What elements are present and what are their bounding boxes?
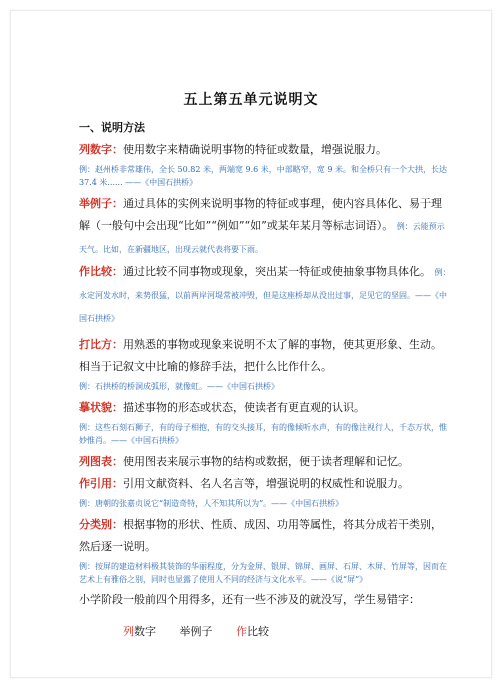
method-zuo-bijiao <box>79 261 451 330</box>
method-definition: 通过具体的实例来说明事物的特征或事理，使内容具体化、易于理解（一般句中会出现“比如”“例如”“如”或某年某月等标志词语）。 <box>79 197 442 232</box>
method-definition: 通过比较不同事物或现象，突出某一特征或使抽象事物具体化。 <box>123 265 431 278</box>
section-heading: 一、说明方法 <box>79 121 145 134</box>
mistake-char: 列 <box>123 625 134 638</box>
method-example: 例：赵州桥非常雄伟，全长 50.82 米，两端宽 9.6 米，中部略窄，宽 9 米。和全桥只有一个大拱，长达 37.4 米...... ——《中国石拱桥》 <box>79 165 447 187</box>
method-lie-tubiao <box>79 451 451 473</box>
method-definition: 使用图表来展示事物的结构或数据，便于读者理解和记忆。 <box>123 455 409 468</box>
method-example: 例：按屏的建造材料极其装饰的华丽程度，分为金屏、银屏、锦屏、画屏、石屏、木屏、竹屏等，因而在艺术上有雅俗之别，同时也显露了使用人不同的经济与文化水平。——《说“屏”》 <box>79 562 447 584</box>
method-example: 例：云能预示天气。比如，在新疆地区，出现云就代表将要下雨。 <box>79 222 445 254</box>
method-example: 例：唐朝的张嘉贞说它“制造奇特，人不知其所以为”。——《中国石拱桥》 <box>79 499 344 508</box>
page-title: 五上第五单元说明文 <box>183 92 319 108</box>
method-definition: 描述事物的形态或状态，使读者有更直观的认识。 <box>123 401 365 414</box>
method-term: 分类别： <box>79 518 123 531</box>
mistake-rest: 数字 <box>134 625 156 638</box>
method-da-bifang <box>79 334 451 393</box>
method-term: 列图表： <box>79 455 123 468</box>
mistake-rest: 举例子 <box>179 625 213 638</box>
method-fen-leibie <box>79 514 451 586</box>
method-term: 作引用： <box>79 477 123 490</box>
method-term: 作比较： <box>79 265 123 278</box>
method-zuo-yinyong <box>79 473 451 510</box>
method-definition: 用熟悉的事物或现象来说明不太了解的事物，使其更形象、生动。相当于记叙文中比喻的修辞手法，把什么比作什么。 <box>79 338 442 373</box>
method-example: 例：这些石刻石狮子，有的母子相抱，有的交头接耳，有的像倾听水声，有的像注视行人，千态万状，惟妙惟肖。——《中国石拱桥》 <box>79 423 447 445</box>
method-term: 打比方： <box>79 338 123 351</box>
method-example: 例：石拱桥的桥洞成弧形，就像虹。——《中国石拱桥》 <box>79 382 279 391</box>
document-page <box>10 10 492 678</box>
mistake-note: 小学阶段一般前四个用得多，还有一些不涉及的就没写，学生易错字： <box>79 593 420 606</box>
method-ju-lizi <box>79 193 451 261</box>
method-term: 列数字： <box>79 143 123 156</box>
mistake-rest: 比较 <box>247 625 269 638</box>
method-term: 举例子： <box>79 197 123 210</box>
method-example: 例：永定河发水时，来势很猛，以前两岸河堤常被冲毁，但是这座桥却从没出过事，足见它的坚固。——《中国石拱桥》 <box>79 268 451 323</box>
mistake-char: 作 <box>236 625 247 638</box>
mistake-word <box>123 625 156 638</box>
method-definition: 使用数字来精确说明事物的特征或数量，增强说服力。 <box>123 143 387 156</box>
mistake-word <box>180 625 213 638</box>
method-lie-shuzi <box>79 139 451 189</box>
method-definition: 根据事物的形状、性质、成因、功用等属性，将其分成若干类别，然后逐一说明。 <box>79 518 442 553</box>
mistake-word <box>236 625 269 638</box>
method-mo-zhuangmao <box>79 397 451 447</box>
methods-list <box>79 139 451 643</box>
method-definition: 引用文献资料、名人名言等，增强说明的权威性和说服力。 <box>123 477 409 490</box>
method-term: 摹状貌： <box>79 401 123 414</box>
mistake-words <box>79 621 451 643</box>
